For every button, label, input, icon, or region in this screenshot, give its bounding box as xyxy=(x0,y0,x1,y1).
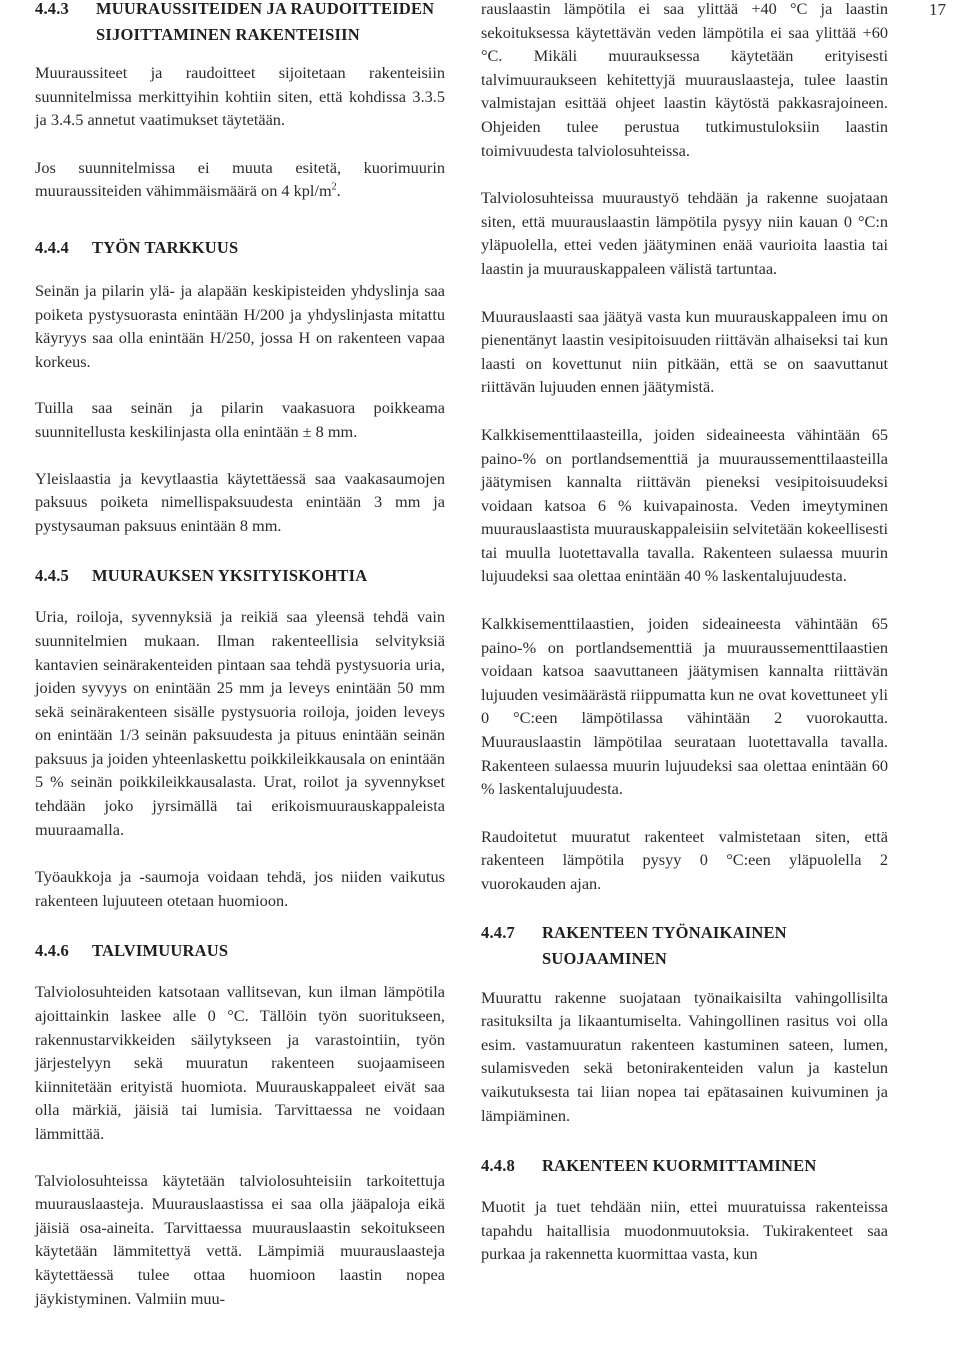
paragraph xyxy=(35,156,445,203)
page-number: 17 xyxy=(929,0,946,19)
section-number: 4.4.7 xyxy=(481,922,515,942)
paragraph: Muuraussiteet ja raudoitteet sijoitetaan rakenteisiin suunnitelmissa merkittyihin kohtiin siten, että kohdissa 3.3.5 ja 3.4.5 annetut vaatimukset täytetään. xyxy=(35,63,445,130)
paragraph: rauslaastin lämpötila ei saa ylittää +40 °C ja laastin sekoituksessa käytettävän veden lämpötila ei saa ylittää +60 °C. Mikäli muurauksessa käytetään erityisesti talvimuuraukseen kehitettyjä muurauslaasteja, tulee laastin valmistajan esittää ohjeet laastin käytöstä pakkasrajoineen. Ohjeiden tulee perustua tutkimustuloksiin laastin toimivuudesta talviolosuhteissa. xyxy=(481,0,888,160)
paragraph: Seinän ja pilarin ylä- ja alapään keskipisteiden yhdyslinja saa poiketa pystysuorasta enintään H/200 ja yhdyslinjasta mitattu käyryys saa olla enintään H/250, jossa H on rakenteen vapaa korkeus. xyxy=(35,280,445,371)
paragraph: Talviolosuhteiden katsotaan vallitsevan, kun ilman lämpötila ajoittainkin laskee alle 0 °C. Tällöin työn suoritukseen, rakennustarvikkeiden säilytykseen ja varastointiin, työn järjestelyyn sekä muuratun rakenteen suojaamiseen kiinnitetään erityistä huomiota. Muurauskappaleet eivät saa olla märkiä, jäisiä tai lumisia. Tarvittaessa ne voidaan lämmittää. xyxy=(35,982,445,1143)
paragraph: Muurattu rakenne suojataan työnaikaisilta vahingollisilta rasituksilta ja likaantumiselta. Vahingollinen rasitus voi olla esim. vastamuuratun rakenteen kastuminen sateen, lumen, sulamisveden sekä betonirakenteiden valun ja kastelun vaikutuksesta tai liian nopea tai epätasainen kuivuminen ja lämpiäminen. xyxy=(481,987,888,1125)
left-column xyxy=(35,0,445,1310)
paragraph: Tuilla saa seinän ja pilarin vaakasuora poikkeama suunnitellusta keskilinjasta olla enintään ± 8 mm. xyxy=(35,398,445,441)
section-title: TALVIMUURAUS xyxy=(92,941,229,961)
paragraph: Muurauslaasti saa jäätyä vasta kun muurauskappaleen imu on pienentänyt laastin vesipitoisuuden riittävän alhaiseksi tai kun laasti on kovettunut niin pitkään, että se on saavuttanut riittävän lujuuden ennen jäätymistä. xyxy=(481,306,888,397)
section-title: MUURAUKSEN YKSITYISKOHTIA xyxy=(92,566,368,586)
paragraph: Yleislaastia ja kevytlaastia käytettäessä saa vaakasaumojen paksuus poiketa nimellispaksuudesta enintään 3 mm ja pystysauman paksuus enintään 8 mm. xyxy=(35,468,445,535)
section-heading-4-4-8 xyxy=(481,1153,888,1179)
section-title: TYÖN TARKKUUS xyxy=(92,237,239,257)
paragraph: Talviolosuhteissa käytetään talviolosuhteisiin tarkoitettuja muurauslaasteja. Muurauslaastissa ei saa olla jääpaloja eikä jäisiä osa-aineita. Tarvittaessa muurauslaastin sekoitukseen käytetään lämmitettyä vettä. Lämpimiä muurauslaasteja käytettäessä tulee ottaa huomioon laastin nopea jäykistyminen. Valmiin muu- xyxy=(35,1170,445,1308)
paragraph: Raudoitetut muuratut rakenteet valmistetaan siten, että rakenteen lämpötila pysyy 0 °C:een yläpuolella 2 vuorokauden ajan. xyxy=(481,826,888,893)
section-number: 4.4.3 xyxy=(35,0,69,18)
section-number: 4.4.5 xyxy=(35,566,69,586)
section-heading-4-4-7 xyxy=(481,920,888,972)
section-number: 4.4.8 xyxy=(481,1156,515,1176)
paragraph: Uria, roiloja, syvennyksiä ja reikiä saa yleensä tehdä vain suunnitelmien mukaan. Ilman rakenteellisia selvityksiä kantavien seinärakenteiden pintaan saa tehdä pystysuoria uria, joiden syvyys on enintään 25 mm ja leveys enintään 50 mm sekä seinärakenteen sisälle pystysuoria roiloja, joiden leveys on enintään 1/3 seinän paksuudesta ja pituus enintään seinän paksuus ja joiden yhteenlaskettu poikkileikkausala on enintään 5 % seinän poikkileikkausalasta. Urat, roilot ja syvennykset tehdään joko jyrsimällä tai erikoismuurauskappaleista muuraamalla. xyxy=(35,607,445,839)
section-title: MUURAUSSITEIDEN JA RAUDOITTEIDEN SIJOITTAMINEN RAKENTEISIIN xyxy=(96,0,435,44)
right-column xyxy=(481,0,888,1266)
paragraph: Muotit ja tuet tehdään niin, ettei muuratuissa rakenteissa tapahdu haitallisia muodonmuutoksia. Tukirakenteet saa purkaa ja rakennetta kuormittaa vasta, kun xyxy=(481,1197,888,1264)
paragraph: Kalkkisementtilaasteilla, joiden sideaineesta vähintään 65 paino-% on portlandsementtiä ja muuraussementtilaasteilla jäätymisen kannalta riittävän pieneksi vesipitoisuudeksi voidaan katsoa 6 % kuivapainosta. Veden imeytyminen muurauslaastista muurauskappaleisiin selvitetään kokeellisesti tai muulla luotettavalla tavalla. Rakenteen sulaessa muurin lujuudeksi saa olettaa enintään 40 % laskentalujuudesta. xyxy=(481,424,888,586)
section-heading-4-4-4 xyxy=(35,235,445,261)
section-title: RAKENTEEN KUORMITTAMINEN xyxy=(542,1156,817,1176)
superscript: 2 xyxy=(331,181,337,193)
paragraph-text: Jos suunnitelmissa ei muuta esitetä, kuorimuurin muuraussiteiden vähimmäismäärä on 4 kpl/m xyxy=(35,157,445,201)
paragraph: Kalkkisementtilaastien, joiden sideaineesta vähintään 65 paino-% on portlandsementtiä ja muuraussementtilaastien voidaan katsoa saavuttaneen jäätymisen kannalta riittävän lujuuden vesimäärästä riippumatta kun ne ovat kovettuneet yli 0 °C:een lämpötilassa vähintään 2 vuorokautta. Muurauslaastin lämpötilaa seurataan luotettavalla tavalla. Rakenteen sulaessa muurin lujuudeksi saa olettaa enintään 60 % laskentalujuudesta. xyxy=(481,614,888,799)
section-heading-4-4-3 xyxy=(35,0,445,48)
paragraph: Talviolosuhteissa muuraustyö tehdään ja rakenne suojataan siten, että muurauslaastin lämpötila pysyy niin kauan 0 °C:n yläpuolella, ettei veden jäätyminen enää vaurioita laastia tai laastin ja muurauskappaleen välistä tartuntaa. xyxy=(481,188,888,278)
paragraph: Työaukkoja ja -saumoja voidaan tehdä, jos niiden vaikutus rakenteen lujuuteen otetaan huomioon. xyxy=(35,867,445,910)
paragraph-end: . xyxy=(336,181,341,201)
section-heading-4-4-5 xyxy=(35,563,445,589)
section-title: RAKENTEEN TYÖNAIKAINEN SUOJAAMINEN xyxy=(542,922,787,968)
section-heading-4-4-6 xyxy=(35,938,445,964)
section-number: 4.4.4 xyxy=(35,237,69,257)
section-number: 4.4.6 xyxy=(35,941,69,961)
